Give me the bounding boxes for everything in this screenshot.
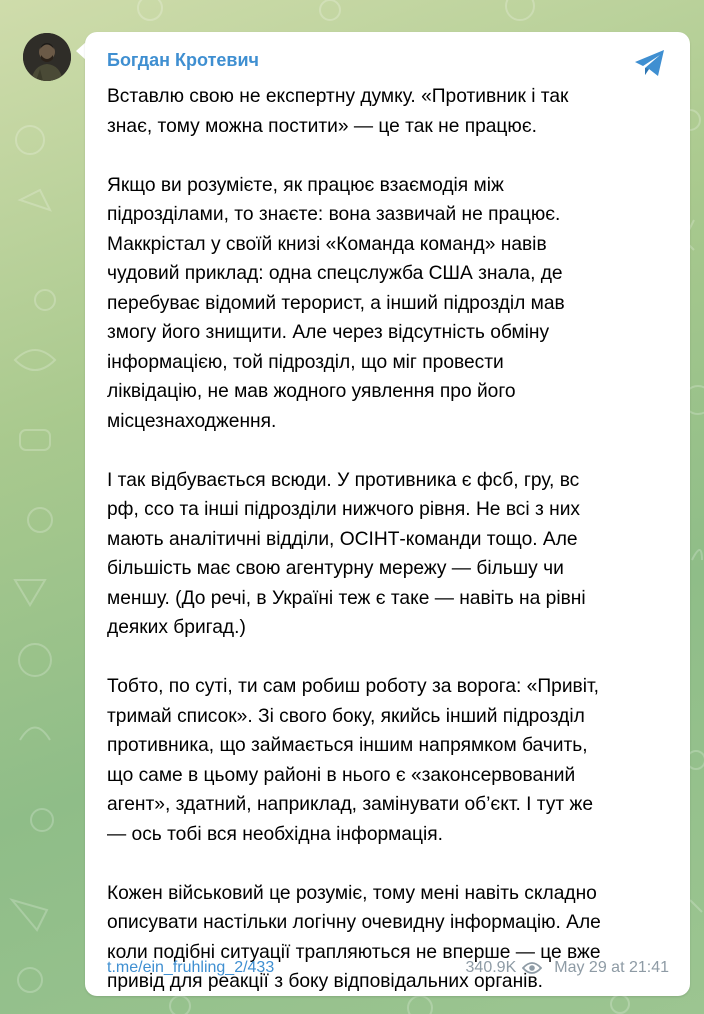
message-line: описувати настільки логічну очевидну інформацію. Але — [107, 912, 601, 933]
message-line: деяких бригад.) — [107, 617, 246, 638]
message-line: Тобто, по суті, ти сам робиш роботу за ворога: «Привіт, — [107, 676, 599, 697]
message-line: Якщо ви розумієте, як працює взаємодія між — [107, 174, 504, 196]
message-line: агент», здатний, наприклад, замінувати об’єкт. І тут же — [107, 794, 594, 815]
avatar[interactable] — [23, 33, 71, 81]
message-line: перебуває відомий терорист, а інший підрозділ мав — [107, 292, 565, 314]
message-line: місцезнаходження. — [107, 410, 277, 432]
message-line: інформацією, той підрозділ, що міг провести — [107, 351, 504, 373]
message-line: І так відбувається всюди. У противника є фсб, гру, вс — [107, 469, 580, 491]
message-footer — [107, 956, 669, 980]
message-line: змогу його знищити. Але через відсутність обміну — [107, 322, 550, 343]
user-avatar-icon — [23, 33, 71, 81]
eye-icon — [522, 961, 542, 975]
message-line: знає, тому можна постити» — це так не працює. — [107, 115, 537, 137]
view-count: 340.9K — [465, 959, 517, 976]
message-line: тримай список». Зі свого боку, якийсь інший підрозділ — [107, 705, 585, 727]
message-line: коли подібні ситуації трапляються не вперше — це вже — [107, 941, 601, 963]
message-line: меншу. (До речі, в Україні теж є таке — навіть на рівні — [107, 587, 586, 609]
message-line: що саме в цьому районі в нього є «законсервований — [107, 764, 576, 786]
message-line: ліквідацію, не мав жодного уявлення про його — [107, 381, 516, 402]
message-line: — ось тобі вся необхідна інформація. — [107, 823, 443, 845]
message-line: Кожен військовий це розуміє, тому мені навіть складно — [107, 882, 597, 904]
message-paragraph — [107, 82, 675, 141]
message-line: більшість має свою агентурну мережу — більшу чи — [107, 558, 564, 579]
message-paragraph — [107, 466, 675, 643]
message-line: чудовий приклад: одна спецслужба США знала, де — [107, 263, 563, 284]
message-line: Вставлю свою не експертну думку. «Противник і так — [107, 86, 569, 107]
message-text — [107, 82, 675, 997]
message-paragraph — [107, 672, 675, 849]
message-line: Маккрістал у своїй книзі «Команда команд» навів — [107, 233, 547, 255]
message-line: привід для реакції з боку відповідальних органів. — [107, 971, 543, 992]
message-line: рф, ссо та інші підрозділи нижчого рівня. Не всі з них — [107, 499, 581, 520]
message-line: мають аналітичні відділи, ОСІНТ-команди тощо. Але — [107, 528, 578, 550]
post-link[interactable]: t.me/ein_fruhling_2/433 — [107, 959, 275, 976]
message-meta — [466, 959, 669, 977]
timestamp: May 29 at 21:41 — [554, 959, 669, 976]
telegram-plane-icon[interactable] — [631, 44, 669, 82]
message-line: противника, що займається іншим напрямком бачить, — [107, 735, 588, 756]
author-name[interactable]: Богдан Кротевич — [107, 50, 259, 70]
message-line: підрозділами, то знаєте: вона зазвичай не працює. — [107, 204, 561, 225]
message-paragraph — [107, 171, 675, 437]
message-bubble — [85, 32, 690, 996]
